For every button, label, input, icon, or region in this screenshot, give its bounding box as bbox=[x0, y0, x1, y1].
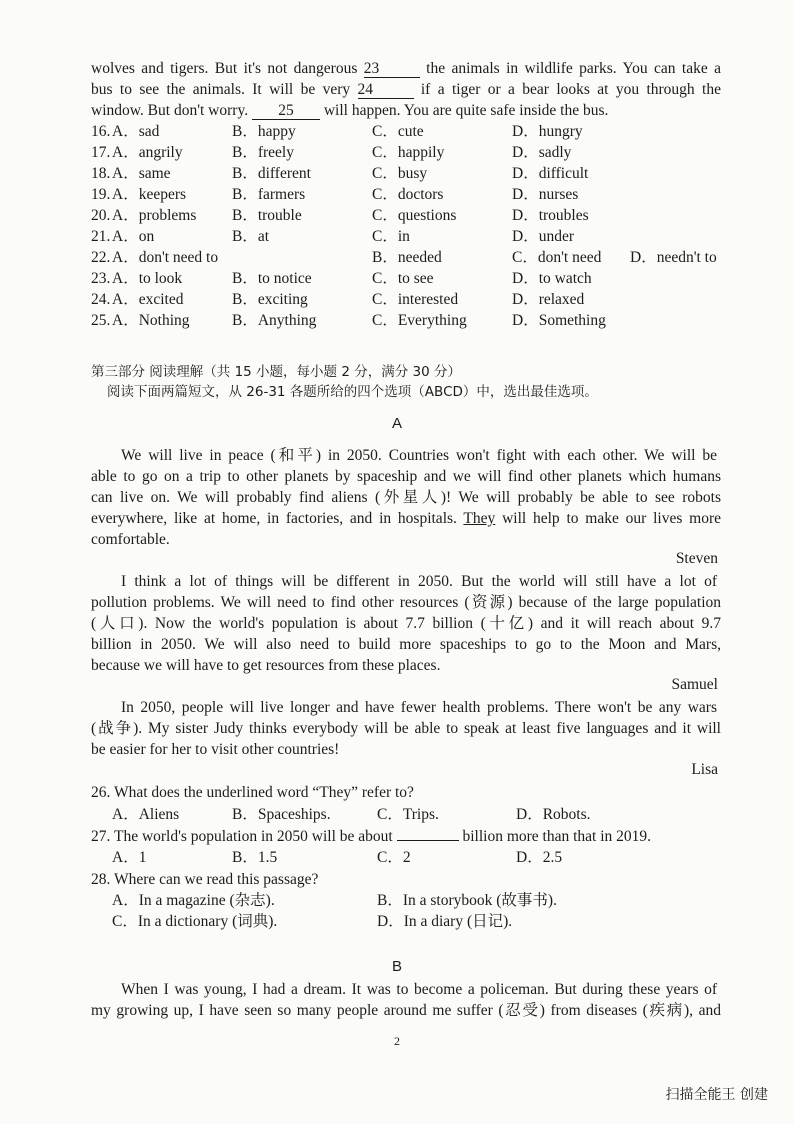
q26-option-a: A．Aliens bbox=[112, 806, 180, 823]
option-a: A．same bbox=[112, 165, 171, 182]
q27-option-d: D．2.5 bbox=[516, 849, 563, 866]
option-b: B．at bbox=[232, 228, 270, 245]
q26-option-c: C．Trips. bbox=[377, 806, 439, 823]
option-number: 24. bbox=[91, 291, 111, 308]
option-a: A．don't need to bbox=[112, 249, 219, 266]
page-number: 2 bbox=[394, 1034, 400, 1048]
option-b: B．to notice bbox=[232, 270, 312, 287]
underlined-word: They bbox=[463, 510, 496, 527]
cloze-text: wolves and tigers. But it's not dangerous bbox=[91, 60, 364, 77]
cloze-text: window. But don't worry. bbox=[91, 102, 252, 119]
option-c: C．interested bbox=[372, 291, 459, 308]
cloze-text: bus to see the animals. It will be very bbox=[91, 81, 358, 98]
signature-samuel: Samuel bbox=[671, 676, 718, 693]
option-b: B．trouble bbox=[232, 207, 302, 224]
option-b: B．different bbox=[232, 165, 311, 182]
passage-a-line: can live on. We will probably find aliens (外星人)! We will probably be able to see robots bbox=[91, 489, 721, 506]
option-c: C．Everything bbox=[372, 312, 467, 329]
option-number: 23. bbox=[91, 270, 111, 287]
passage-a-line: comfortable. bbox=[91, 531, 170, 548]
question-text: 27. The world's population in 2050 will be about bbox=[91, 828, 397, 845]
question-26: 26. What does the underlined word “They” refer to? bbox=[91, 784, 414, 801]
scanner-watermark: 扫描全能王 创建 bbox=[665, 1087, 768, 1103]
option-d: D．nurses bbox=[512, 186, 579, 203]
option-number: 21. bbox=[91, 228, 111, 245]
option-a: A．on bbox=[112, 228, 155, 245]
passage-a-line: able to go on a trip to other planets by spaceship and we will find other planets which humans bbox=[91, 468, 721, 485]
option-c: C．to see bbox=[372, 270, 434, 287]
option-d: D．sadly bbox=[512, 144, 572, 161]
passage-a-line: pollution problems. We will need to find other resources (资源) because of the large population bbox=[91, 594, 721, 611]
cloze-line-2 bbox=[91, 79, 721, 100]
cloze-text: the animals in wildlife parks. You can take a bbox=[419, 60, 721, 77]
part3-title: 第三部分 阅读理解（共 15 小题，每小题 2 分，满分 30 分） bbox=[91, 364, 461, 380]
passage-a-line: (战争). My sister Judy thinks everybody will be able to speak at least five languages and it will bbox=[91, 720, 721, 737]
passage-a-line: (人口). Now the world's population is about 7.7 billion (十亿) and it will reach about 9.7 bbox=[91, 615, 721, 632]
passage-b-line: my growing up, I have seen so many people around me suffer (忍受) from diseases (疾病), and bbox=[91, 1002, 721, 1019]
q27-option-b: B．1.5 bbox=[232, 849, 278, 866]
option-d: D．needn't to bbox=[630, 249, 717, 266]
q26-option-b: B．Spaceships. bbox=[232, 806, 331, 823]
option-a: A．sad bbox=[112, 123, 160, 140]
cloze-line-3 bbox=[91, 100, 651, 121]
passage-a-line: I think a lot of things will be different in 2050. But the world will still have a lot of bbox=[121, 573, 717, 590]
option-b: B．exciting bbox=[232, 291, 308, 308]
passage-a-line: We will live in peace (和平) in 2050. Countries won't fight with each other. We will be bbox=[121, 447, 717, 464]
heading-b: B bbox=[391, 958, 402, 975]
option-c: C．happily bbox=[372, 144, 445, 161]
option-b: B．Anything bbox=[232, 312, 317, 329]
option-c: C．questions bbox=[372, 207, 457, 224]
blank-27 bbox=[397, 840, 459, 841]
part3-instruction: 阅读下面两篇短文，从 26-31 各题所给的四个选项（ABCD）中，选出最佳选项。 bbox=[107, 384, 598, 400]
option-number: 17. bbox=[91, 144, 111, 161]
option-d: D．hungry bbox=[512, 123, 583, 140]
passage-a-line: be easier for her to visit other countries! bbox=[91, 741, 340, 758]
passage-a-line: billion in 2050. We will also need to build more spaceships to go to the Moon and Mars, bbox=[91, 636, 721, 653]
option-number: 18. bbox=[91, 165, 111, 182]
question-text: billion more than that in 2019. bbox=[458, 828, 652, 845]
option-d: D．troubles bbox=[512, 207, 589, 224]
signature-lisa: Lisa bbox=[691, 761, 718, 778]
passage-b-line: When I was young, I had a dream. It was to become a policeman. But during these years of bbox=[121, 981, 717, 998]
option-a: A．angrily bbox=[112, 144, 183, 161]
option-c: C．don't need bbox=[512, 249, 602, 266]
option-d: D．under bbox=[512, 228, 574, 245]
option-a: A．Nothing bbox=[112, 312, 190, 329]
passage-a-line bbox=[91, 508, 721, 529]
question-28: 28. Where can we read this passage? bbox=[91, 871, 319, 888]
option-c: C．doctors bbox=[372, 186, 444, 203]
option-d: D．Something bbox=[512, 312, 606, 329]
blank-25: 25 bbox=[252, 103, 320, 120]
option-b: B．needed bbox=[372, 249, 442, 266]
passage-text: will help to make our lives more bbox=[495, 510, 721, 527]
option-c: C．in bbox=[372, 228, 410, 245]
cloze-line-1 bbox=[91, 58, 721, 79]
option-number: 16. bbox=[91, 123, 111, 140]
blank-24: 24 bbox=[358, 82, 414, 99]
option-b: B．freely bbox=[232, 144, 294, 161]
q28-option-c: C．In a dictionary (词典). bbox=[112, 913, 278, 930]
option-number: 20. bbox=[91, 207, 111, 224]
option-b: B．happy bbox=[232, 123, 296, 140]
cloze-text: will happen. You are quite safe inside the bus. bbox=[319, 102, 609, 119]
passage-a-line: In 2050, people will live longer and have fewer health problems. There won't be any wars bbox=[121, 699, 717, 716]
cloze-text: if a tiger or a bear looks at you through the bbox=[413, 81, 721, 98]
option-a: A．problems bbox=[112, 207, 197, 224]
option-b: B．farmers bbox=[232, 186, 306, 203]
option-number: 19. bbox=[91, 186, 111, 203]
option-d: D．difficult bbox=[512, 165, 589, 182]
question-27 bbox=[91, 826, 721, 847]
option-number: 25. bbox=[91, 312, 111, 329]
q28-option-a: A．In a magazine (杂志). bbox=[112, 892, 275, 909]
option-a: A．to look bbox=[112, 270, 183, 287]
option-a: A．excited bbox=[112, 291, 184, 308]
q28-option-d: D．In a diary (日记). bbox=[377, 913, 513, 930]
blank-23: 23 bbox=[364, 61, 420, 78]
signature-steven: Steven bbox=[675, 550, 718, 567]
q26-option-d: D．Robots. bbox=[516, 806, 591, 823]
option-a: A．keepers bbox=[112, 186, 187, 203]
q27-option-c: C．2 bbox=[377, 849, 411, 866]
passage-text: everywhere, like at home, in factories, and in hospitals. bbox=[91, 510, 464, 527]
option-c: C．cute bbox=[372, 123, 424, 140]
q28-option-b: B．In a storybook (故事书). bbox=[377, 892, 557, 909]
option-d: D．to watch bbox=[512, 270, 592, 287]
q27-option-a: A．1 bbox=[112, 849, 147, 866]
passage-a-line: because we will have to get resources from these places. bbox=[91, 657, 441, 674]
heading-a: A bbox=[391, 415, 402, 432]
option-d: D．relaxed bbox=[512, 291, 585, 308]
option-c: C．busy bbox=[372, 165, 428, 182]
option-number: 22. bbox=[91, 249, 111, 266]
